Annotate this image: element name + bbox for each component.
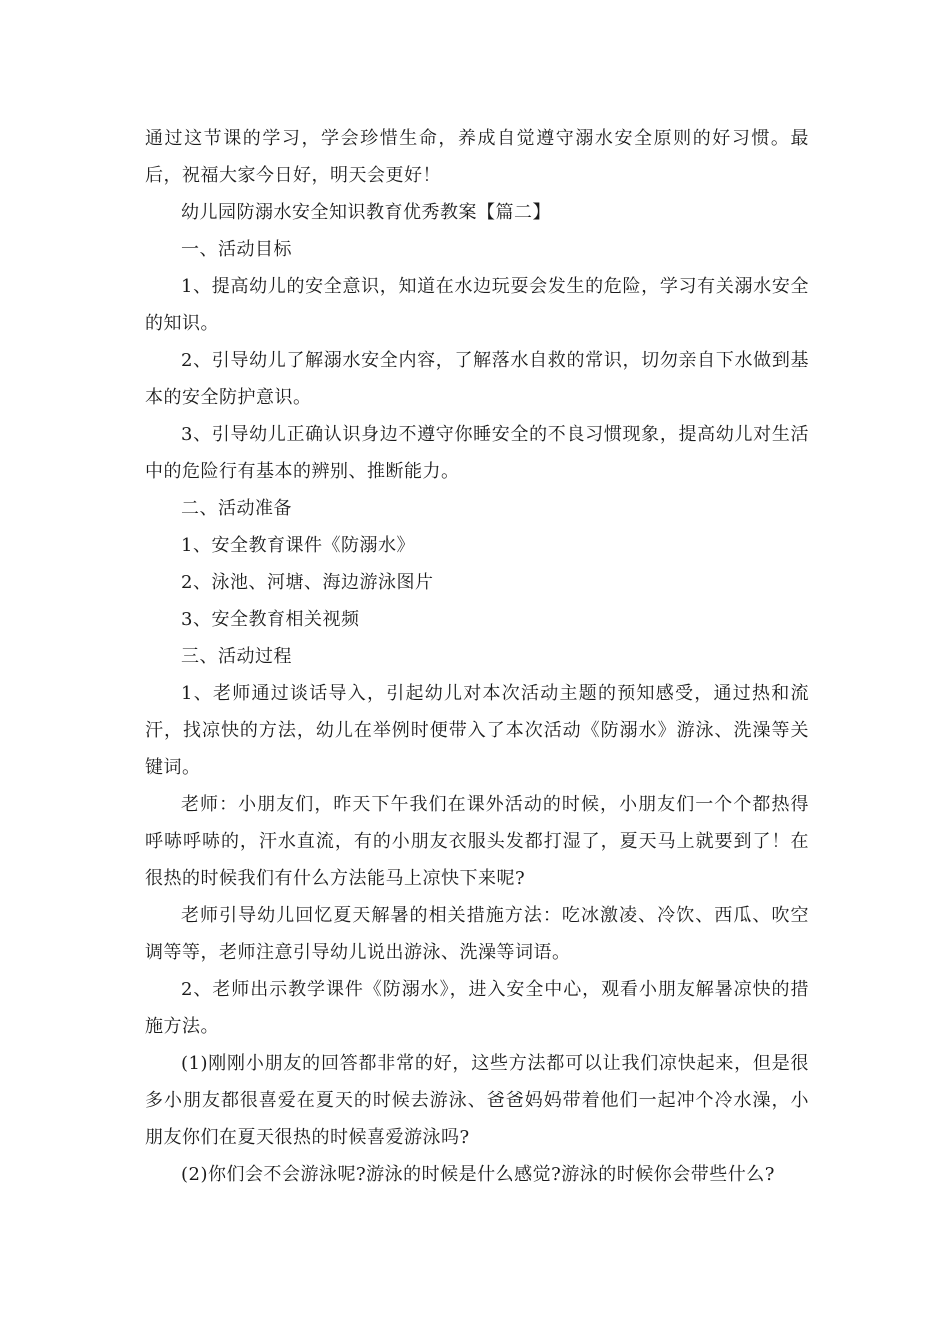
sub-step-1: (1)刚刚小朋友的回答都非常的好，这些方法都可以让我们凉快起来，但是很多小朋友都很喜爱在夏天的时候去游泳、爸爸妈妈带着他们一起冲个冷水澡，小朋友你们在夏天很热的时候喜爱游泳吗? bbox=[145, 1053, 809, 1148]
preparation-item-3: 3、安全教育相关视频 bbox=[181, 609, 360, 630]
goal-item-3: 3、引导幼儿正确认识身边不遵守你睡安全的不良习惯现象，提高幼儿对生活中的危险行有基本的辨别、推断能力。 bbox=[145, 424, 809, 482]
teacher-guidance: 老师引导幼儿回忆夏天解暑的相关措施方法：吃冰激凌、冷饮、西瓜、吹空调等等，老师注意引导幼儿说出游泳、洗澡等词语。 bbox=[145, 905, 809, 963]
section-title: 幼儿园防溺水安全知识教育优秀教案【篇二】 bbox=[181, 202, 551, 223]
goal-item-2: 2、引导幼儿了解溺水安全内容，了解落水自救的常识，切勿亲自下水做到基本的安全防护意识。 bbox=[145, 350, 809, 408]
preparation-item-1: 1、安全教育课件《防溺水》 bbox=[181, 535, 415, 556]
preparation-item-2: 2、泳池、河塘、海边游泳图片 bbox=[181, 572, 434, 593]
sub-step-2: (2)你们会不会游泳呢?游泳的时候是什么感觉?游泳的时候你会带些什么? bbox=[181, 1164, 775, 1185]
heading-activity-goals: 一、活动目标 bbox=[181, 239, 292, 260]
teacher-dialogue: 老师：小朋友们，昨天下午我们在课外活动的时候，小朋友们一个个都热得呼哧呼哧的，汗水直流，有的小朋友衣服头发都打湿了，夏天马上就要到了！在很热的时候我们有什么方法能马上凉快下来呢? bbox=[145, 794, 809, 889]
goal-item-1: 1、提高幼儿的安全意识，知道在水边玩耍会发生的危险，学习有关溺水安全的知识。 bbox=[145, 276, 809, 334]
process-step-2: 2、老师出示教学课件《防溺水》，进入安全中心，观看小朋友解暑凉快的措施方法。 bbox=[145, 979, 809, 1037]
paragraph-closing: 通过这节课的学习，学会珍惜生命，养成自觉遵守溺水安全原则的好习惯。最后，祝福大家今日好，明天会更好！ bbox=[145, 128, 809, 186]
document-body bbox=[145, 120, 809, 1193]
heading-activity-process: 三、活动过程 bbox=[181, 646, 292, 667]
process-step-1: 1、老师通过谈话导入，引起幼儿对本次活动主题的预知感受，通过热和流汗，找凉快的方法，幼儿在举例时便带入了本次活动《防溺水》游泳、洗澡等关键词。 bbox=[145, 683, 809, 778]
heading-activity-preparation: 二、活动准备 bbox=[181, 498, 292, 519]
